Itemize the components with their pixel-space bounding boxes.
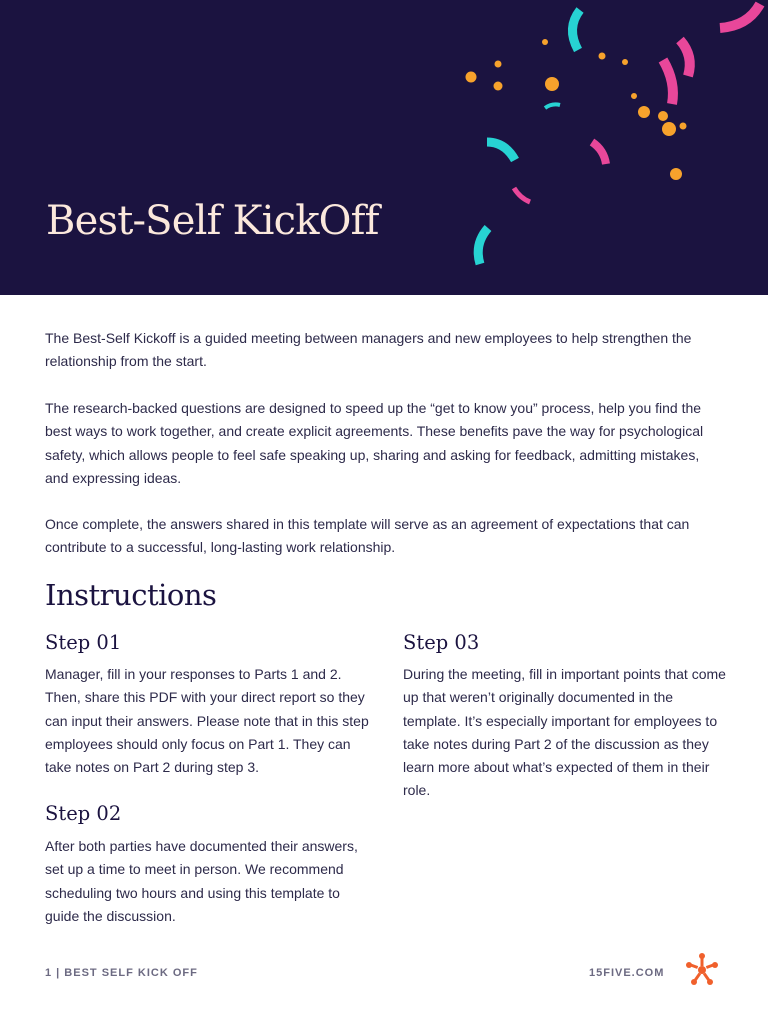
step-01-title: Step 01 <box>45 631 122 654</box>
instructions-heading: Instructions <box>45 578 217 612</box>
intro-paragraph-3: Once complete, the answers shared in this template will serve as an agreement of expectations that can contribute to a successful, long-lasting work relationship. <box>45 516 690 556</box>
step-03-title: Step 03 <box>403 631 480 654</box>
footer-website[interactable]: 15FIVE.COM <box>589 967 665 979</box>
15five-logo-icon <box>683 951 721 989</box>
intro-paragraph-2: The research-backed questions are designed to speed up the “get to know you” process, help you find the best ways to work together, and create explicit agreements. These benefits pave the way for psychological safety, which allows people to feel safe speaking up, sharing and asking for feedback, admitting mistakes, and expressing ideas. <box>45 400 704 486</box>
footer-page-label: 1 | BEST SELF KICK OFF <box>45 967 198 979</box>
confetti-decoration <box>0 0 768 295</box>
step-01-text: Manager, fill in your responses to Parts 1 and 2. Then, share this PDF with your direct report so they can input their answers. Please note that in this step employees should only focus on Part 1. They can take notes on Part 2 during step 3. <box>45 666 369 776</box>
step-03-text: During the meeting, fill in important points that come up that weren’t originally documented in the template. It’s especially important for employees to take notes during Part 2 of the discussion as they learn more about what’s expected of them in their role. <box>403 666 726 799</box>
intro-paragraph-1: The Best-Self Kickoff is a guided meeting between managers and new employees to help strengthen the relationship from the start. <box>45 330 692 370</box>
step-02-text: After both parties have documented their answers, set up a time to meet in person. We recommend scheduling two hours and using this template to guide the discussion. <box>45 838 358 924</box>
step-02-title: Step 02 <box>45 802 122 825</box>
document-title: Best-Self KickOff <box>46 198 379 244</box>
header-banner <box>0 0 768 295</box>
